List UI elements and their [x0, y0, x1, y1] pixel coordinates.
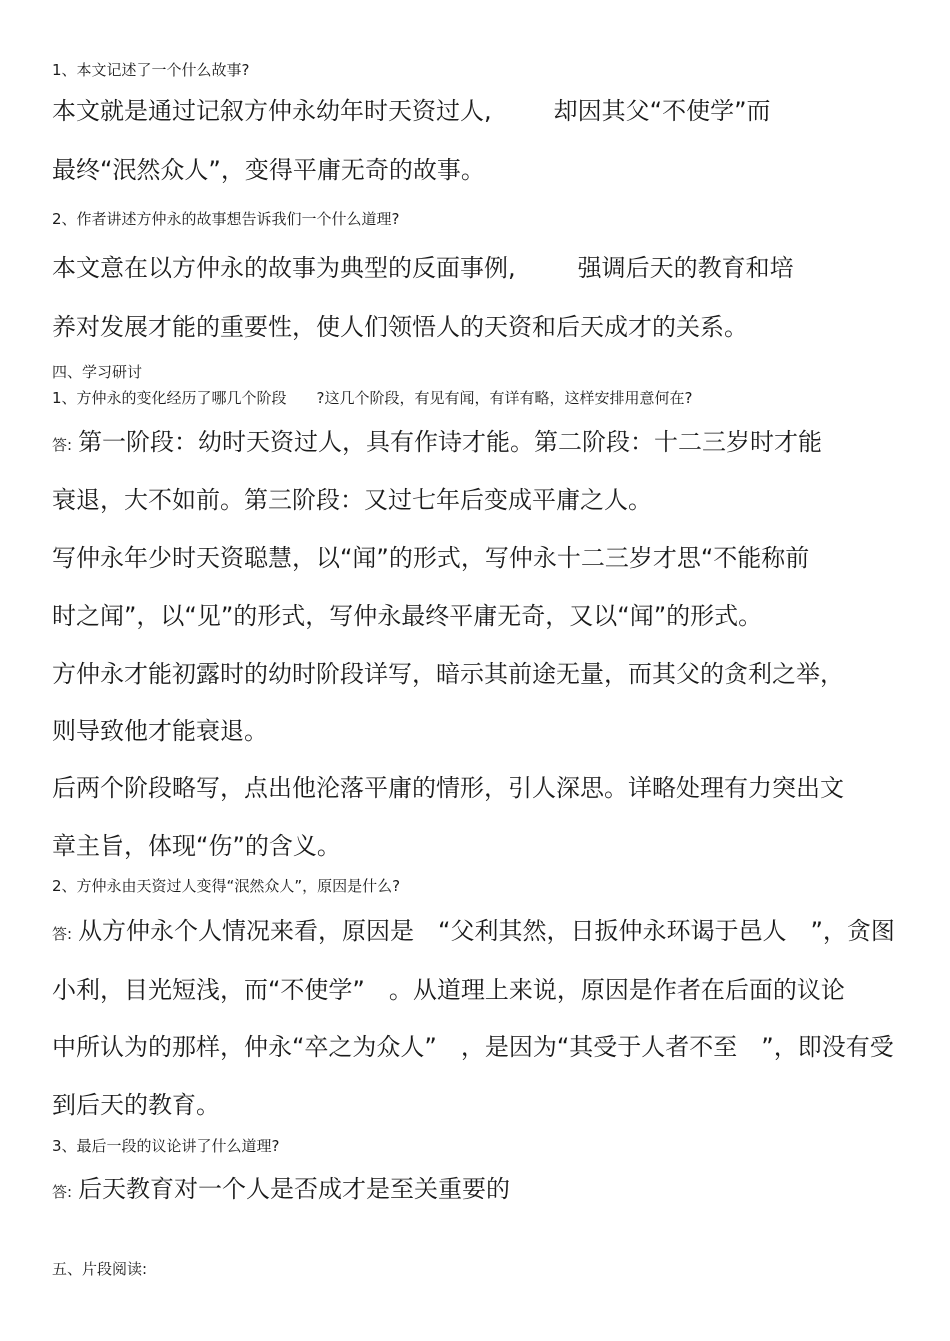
answer-label: 答: [52, 1183, 73, 1201]
s4-answer-1-line-6: 则导致他才能衰退。 [52, 717, 268, 745]
s4-answer-2-line-3: 中所认为的那样，仲永“卒之为众人” ，是因为“其受于人者不至 ”，即没有受 [52, 1033, 894, 1061]
answer-2-line-1-part-a: 本文意在以方仲永的故事为典型的反面事例, [52, 254, 516, 282]
s4-answer-1-line-2: 衰退，大不如前。第三阶段：又过七年后变成平庸之人。 [52, 486, 652, 514]
answer-1-line-2: 最终“泯然众人”，变得平庸无奇的故事。 [52, 156, 485, 184]
s4-answer-2-line-2: 小利，目光短浅，而“不使学” 。从道理上来说，原因是作者在后面的议论 [52, 976, 845, 1004]
section-4-question-3: 3、最后一段的议论讲了什么道理? [52, 1137, 280, 1155]
answer-1-line-1-part-b: 却因其父“不使学”而 [553, 97, 771, 125]
s4-answer-1-line-4: 时之闻”，以“见”的形式，写仲永最终平庸无奇，又以“闻”的形式。 [52, 602, 763, 630]
s4-answer-1-line-8: 章主旨，体现“伤”的含义。 [52, 832, 341, 860]
answer-1-line-1-part-a: 本文就是通过记叙方仲永幼年时天资过人, [52, 97, 492, 125]
s4-answer-3: 答: 后天教育对一个人是否成才是至关重要的 [52, 1175, 511, 1203]
section-4-question-1: 1、方仲永的变化经历了哪几个阶段 ?这几个阶段，有见有闻，有详有略，这样安排用意何在? [52, 389, 693, 407]
answer-2-line-2: 养对发展才能的重要性，使人们领悟人的天资和后天成才的关系。 [52, 313, 748, 341]
answer-2-line-1 [52, 252, 794, 284]
question-1: 1、本文记述了一个什么故事? [52, 61, 250, 79]
section-5-heading: 五、片段阅读: [52, 1260, 148, 1278]
s4-answer-2-line-1: 答: 从方仲永个人情况来看，原因是 “父利其然，日扳仲永环谒于邑人 ”，贪图 [52, 917, 895, 945]
section-4-heading: 四、学习研讨 [52, 363, 143, 381]
answer-label: 答: [52, 436, 73, 454]
s4-answer-1-line-3: 写仲永年少时天资聪慧，以“闻”的形式，写仲永十二三岁才思“不能称前 [52, 544, 810, 572]
answer-1-line-1 [52, 95, 771, 127]
s4-answer-1-line-5: 方仲永才能初露时的幼时阶段详写，暗示其前途无量，而其父的贪利之举， [52, 660, 844, 688]
question-2: 2、作者讲述方仲永的故事想告诉我们一个什么道理? [52, 210, 400, 228]
s4-answer-2-line-4: 到后天的教育。 [52, 1091, 220, 1119]
answer-label: 答: [52, 925, 73, 943]
answer-2-line-1-part-b: 强调后天的教育和培 [577, 254, 794, 282]
section-4-question-2: 2、方仲永由天资过人变得“泯然众人”，原因是什么? [52, 877, 401, 895]
s4-answer-1-line-1: 答: 第一阶段：幼时天资过人，具有作诗才能。第二阶段：十二三岁时才能 [52, 428, 823, 456]
s4-answer-1-line-7: 后两个阶段略写，点出他沦落平庸的情形，引人深思。详略处理有力突出文 [52, 774, 844, 802]
